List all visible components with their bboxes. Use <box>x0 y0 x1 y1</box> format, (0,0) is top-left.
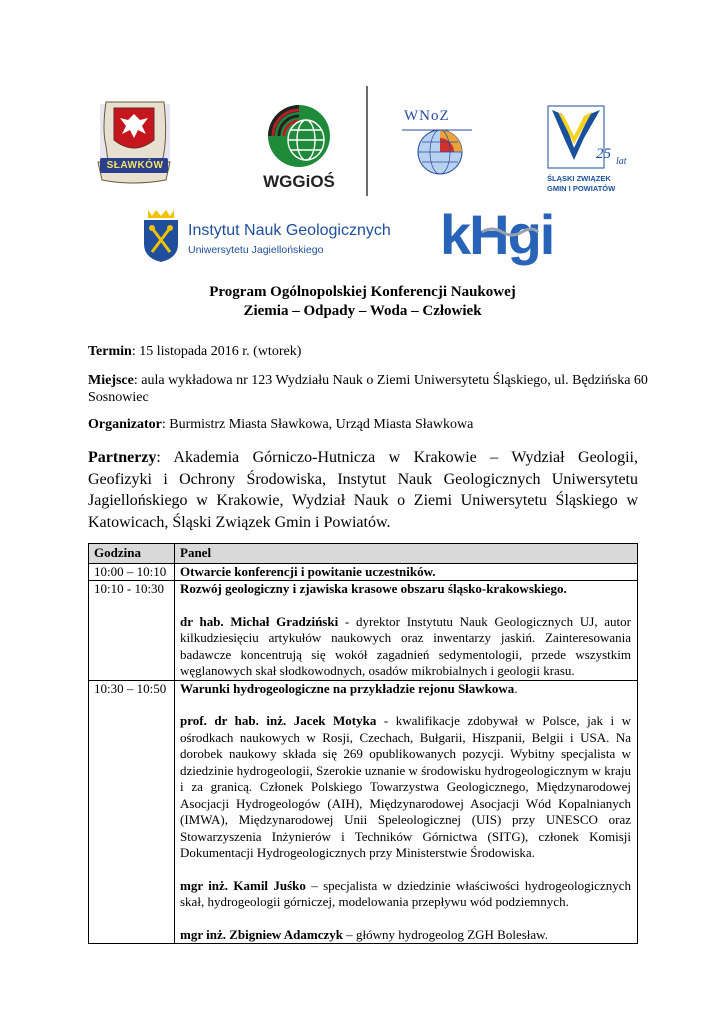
row-time: 10:10 - 10:30 <box>89 581 175 681</box>
header-godzina: Godzina <box>89 544 175 564</box>
szgip-line1: ŚLĄSKI ZWIĄZEK <box>547 174 611 183</box>
partnerzy-label: Partnerzy <box>88 449 157 466</box>
program-table <box>88 543 638 944</box>
row-time: 10:00 – 10:10 <box>89 563 175 581</box>
wggios-logo <box>262 104 336 196</box>
organizator-value: : Burmistrz Miasta Sławkowa, Urząd Miasta Sławkowa <box>161 417 474 432</box>
speaker-bio <box>180 878 631 911</box>
logo-strip <box>0 0 725 280</box>
wave-icon <box>480 224 540 242</box>
khgi-logo <box>440 203 580 272</box>
partnerzy-value: : Akademia Górniczo-Hutnicza w Krakowie – Wydział Geologii, Geofizyki i Ochrony Środowiska, Instytut Nauk Geologicznych Uniwersytetu Jagiellońskiego w Krakowie, Wydział Nauk o Ziemi Uniwersytetu Śląskiego w Katowicach, Śląski Związek Gmin i Powiatów. <box>88 449 638 531</box>
wnoz-text: WNoZ <box>404 108 450 124</box>
speaker-desc: - kwalifikacje zdobywał w Polsce, jak i w ośrodkach naukowych w Rosji, Czechach, Bułgarii, Hiszpanii, Belgii i USA. Na dorobek naukowy składa się 269 opublikowanych pozycji. Wybitny specjalista w dziedzinie hydrogeologii, Szerokie uznanie w środowisku hydrogeologicznym w kraju i za granicą. Członek Polskiego Towarzystwa Geologicznego, Międzynarodowej Asocjacji Hydrogeologów (AIH), Międzynarodowej Asocjacji Wód Kopalnianych (IMWA), Międzynarodowej Unii Speleologicznej (UIS) przy UNESCO oraz Stowarzyszenia Inżynierów i Techników Górnictwa (SITG), członek Komisji Dokumentacji Hydrogeologicznych przy Ministerstwie Środowiska. <box>180 713 632 860</box>
panel-title: Otwarcie konferencji i powitanie uczestników. <box>180 563 436 579</box>
khgi-text: kHgi <box>440 203 554 266</box>
szgip-logo <box>544 104 636 196</box>
panel-title: Rozwój geologiczny i zjawiska krasowe obszaru śląsko-krakowskiego. <box>180 581 567 596</box>
speaker-name: prof. dr hab. inż. Jacek Motyka <box>180 713 377 728</box>
header-panel: Panel <box>175 544 638 564</box>
earth-section-icon <box>398 124 478 178</box>
heading-line2: Ziemia – Odpady – Woda – Człowiek <box>243 303 482 319</box>
slawkow-logo <box>92 100 176 188</box>
speaker-bio <box>180 713 631 862</box>
logo-divider <box>366 86 368 196</box>
slawkow-crest-icon <box>92 100 176 188</box>
termin-value: : 15 listopada 2016 r. (wtorek) <box>131 344 302 359</box>
table-row <box>89 581 638 681</box>
ing-line1: Instytut Nauk Geologicznych <box>188 222 391 239</box>
slawkow-text: SŁAWKÓW <box>106 160 164 171</box>
speaker-desc: - dyrektor Instytutu Nauk Geologicznych UJ, autor kilkudziesięciu artykułów naukowych oraz inwentarzy jaskiń. Zainteresowania badawcze koncentrują się wokół zagadnień sedymentologii, przede wszystkim węglanowych skał słodkowodnych, osadów mikrobialnych i geologii krasu. <box>180 613 632 678</box>
program-heading <box>0 283 725 321</box>
miejsce-label: Miejsce <box>88 373 134 388</box>
ing-logo <box>140 208 410 268</box>
termin-line <box>88 343 648 360</box>
row-panel <box>175 680 638 944</box>
row-panel <box>175 581 638 681</box>
panel-title: Warunki hydrogeologiczne na przykładzie rejonu Sławkowa <box>180 680 515 696</box>
miejsce-city: Sosnowiec <box>88 390 149 405</box>
szgip-line2: GMIN I POWIATÓW <box>547 184 616 193</box>
szgip-25: 25 <box>596 146 611 162</box>
speaker-name: mgr inż. Zbigniew Adamczyk <box>180 926 343 942</box>
speaker-bio <box>180 614 631 680</box>
speaker-desc: – główny hydrogeolog ZGH Bolesław. <box>343 926 548 942</box>
wnoz-logo <box>398 108 478 178</box>
speaker-name: mgr inż. Kamil Juśko <box>180 877 306 893</box>
wggios-text: WGGiOŚ <box>263 172 335 191</box>
partnerzy-paragraph <box>88 447 638 533</box>
uj-crest-icon <box>140 208 182 264</box>
table-header-row <box>89 544 638 564</box>
panel-title-tail: . <box>514 680 518 696</box>
row-time: 10:30 – 10:50 <box>89 680 175 944</box>
miejsce-value: : aula wykładowa nr 123 Wydziału Nauk o Ziemi Uniwersytetu Śląskiego, ul. Będzińska 60 <box>133 373 648 388</box>
ing-line2: Uniwersytetu Jagiellońskiego <box>188 244 324 256</box>
organizator-label: Organizator <box>88 417 162 432</box>
speaker-name: dr hab. Michał Gradziński <box>180 613 339 629</box>
termin-label: Termin <box>88 344 132 359</box>
szgip-lat: lat <box>616 156 627 167</box>
miejsce-line <box>88 372 648 406</box>
speaker-bio <box>180 927 631 944</box>
speaker-desc: – specjalista w dziedzinie właściwości hydrogeologicznych skał, hydrogeologii górniczej, modelowania przepływu wód podziemnych. <box>180 877 631 909</box>
table-row <box>89 680 638 944</box>
globe-icon <box>262 104 336 168</box>
heading-line1: Program Ogólnopolskiej Konferencji Naukowej <box>209 284 516 300</box>
row-panel <box>175 563 638 581</box>
table-row <box>89 563 638 581</box>
organizator-line <box>88 416 648 433</box>
